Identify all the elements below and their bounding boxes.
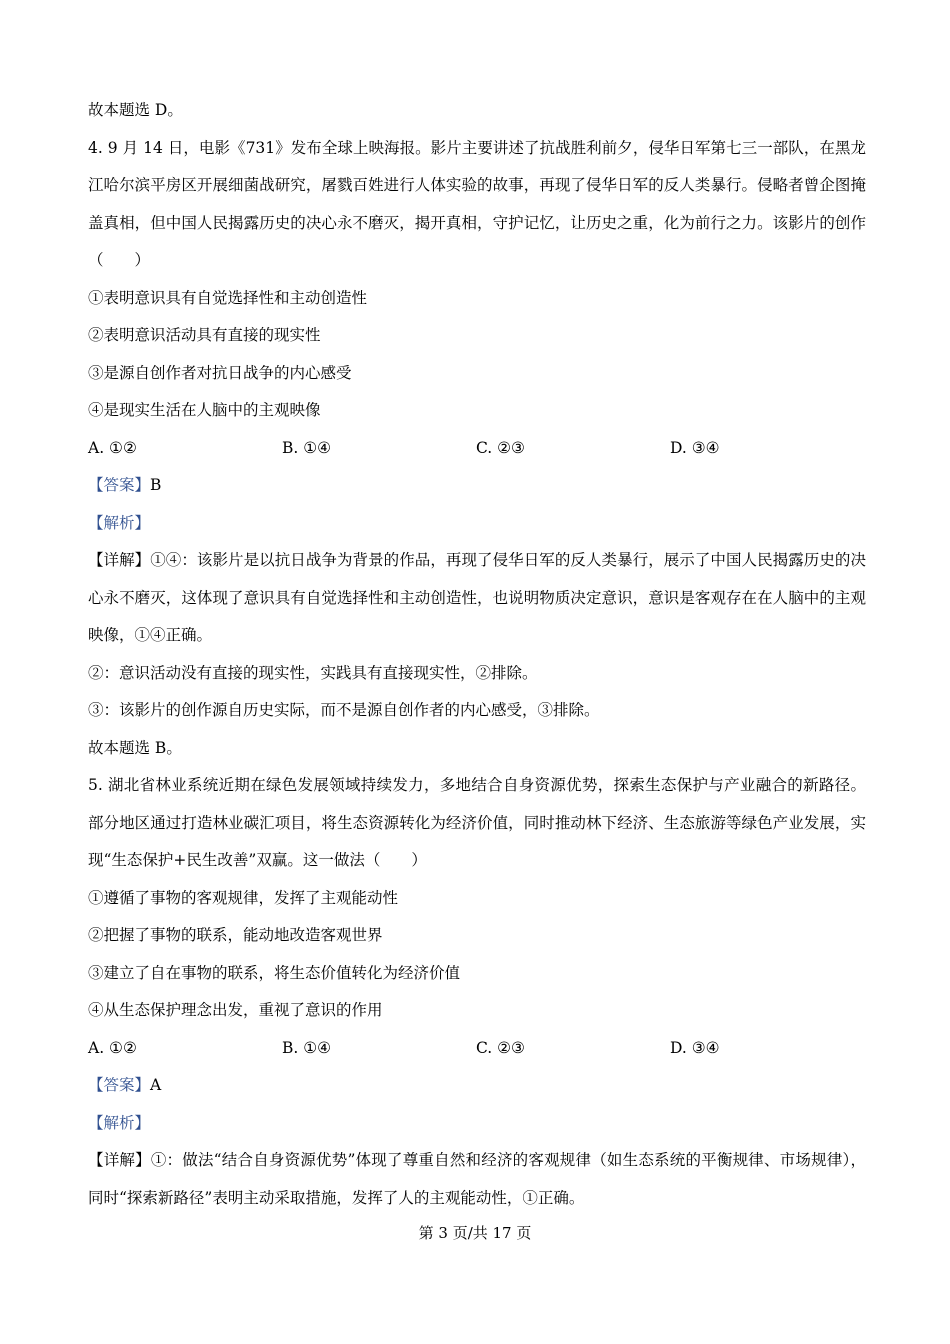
q4-option-1: ①表明意识具有自觉选择性和主动创造性 <box>88 288 368 307</box>
q4-choices <box>88 430 866 468</box>
q4-conclusion: 故本题选 B。 <box>88 738 182 757</box>
q5-analysis-tag: 【解析】 <box>88 1113 151 1132</box>
q4-answer-tag: 【答案】 <box>88 476 151 494</box>
q4-detail-tag: 【详解】 <box>88 551 151 569</box>
q5-option-4: ④从生态保护理念出发，重视了意识的作用 <box>88 1001 383 1019</box>
q4-answer <box>88 467 866 505</box>
q5-option-3: ③建立了自在事物的联系，将生态价值转化为经济价值 <box>88 963 461 982</box>
q4-stem: 4. 9 月 14 日，电影《731》发布全球上映海报。影片主要讲述了抗战胜利前夕，侵华日军第七三一部队，在黑龙江哈尔滨平房区开展细菌战研究，屠戮百姓进行人体实验的故事，再现了侵华日军的反人类暴行。侵略者曾企图掩盖真相，但中国人民揭露历史的决心永不磨灭，揭开真相，守护记忆，让历史之重，化为前行之力。该影片的创作（ ） <box>88 138 866 269</box>
document-page <box>88 92 866 1217</box>
q5-choice-b: B. ①④ <box>282 1038 332 1057</box>
page-footer: 第 3 页/共 17 页 <box>418 1224 532 1242</box>
q5-detail-tag: 【详解】 <box>88 1151 151 1169</box>
q5-choice-a: A. ①② <box>88 1038 137 1057</box>
q5-detail-1 <box>88 1142 866 1217</box>
q5-choice-d: D. ③④ <box>670 1038 720 1057</box>
q5-choice-c: C. ②③ <box>476 1038 525 1057</box>
q4-choice-a: A. ①② <box>88 438 137 457</box>
q5-detail-1-text: ①：做法“结合自身资源优势”体现了尊重自然和经济的客观规律（如生态系统的平衡规律、市场规律），同时“探索新路径”表明主动采取措施，发挥了人的主观能动性，①正确。 <box>88 1151 866 1207</box>
q5-stem: 5. 湖北省林业系统近期在绿色发展领域持续发力，多地结合自身资源优势，探索生态保护与产业融合的新路径。部分地区通过打造林业碳汇项目，将生态资源转化为经济价值，同时推动林下经济、生态旅游等绿色产业发展，实现“生态保护+民生改善”双赢。这一做法（ ） <box>88 776 866 869</box>
q4-answer-value: B <box>150 476 162 494</box>
q4-detail-2: ②：意识活动没有直接的现实性，实践具有直接现实性，②排除。 <box>88 663 538 682</box>
q4-detail-1-text: ①④：该影片是以抗日战争为背景的作品，再现了侵华日军的反人类暴行，展示了中国人民揭露历史的决心永不磨灭，这体现了意识具有自觉选择性和主动创造性，也说明物质决定意识，意识是客观存在在人脑中的主观映像，①④正确。 <box>88 551 866 644</box>
q4-option-4: ④是现实生活在人脑中的主观映像 <box>88 401 321 419</box>
q5-answer-value: A <box>150 1076 162 1094</box>
q5-answer-tag: 【答案】 <box>88 1076 151 1094</box>
q4-detail-1 <box>88 542 866 655</box>
q4-detail-3: ③：该影片的创作源自历史实际，而不是源自创作者的内心感受，③排除。 <box>88 701 600 719</box>
q5-answer <box>88 1067 866 1105</box>
q4-option-2: ②表明意识活动具有直接的现实性 <box>88 326 321 344</box>
prev-conclusion: 故本题选 D。 <box>88 101 183 119</box>
q4-analysis-tag: 【解析】 <box>88 513 151 532</box>
q4-choice-b: B. ①④ <box>282 438 332 457</box>
q4-choice-d: D. ③④ <box>670 438 720 457</box>
q5-choices <box>88 1030 866 1068</box>
q5-option-2: ②把握了事物的联系，能动地改造客观世界 <box>88 926 383 944</box>
q4-option-3: ③是源自创作者对抗日战争的内心感受 <box>88 363 352 382</box>
q4-choice-c: C. ②③ <box>476 438 525 457</box>
q5-option-1: ①遵循了事物的客观规律，发挥了主观能动性 <box>88 888 399 907</box>
